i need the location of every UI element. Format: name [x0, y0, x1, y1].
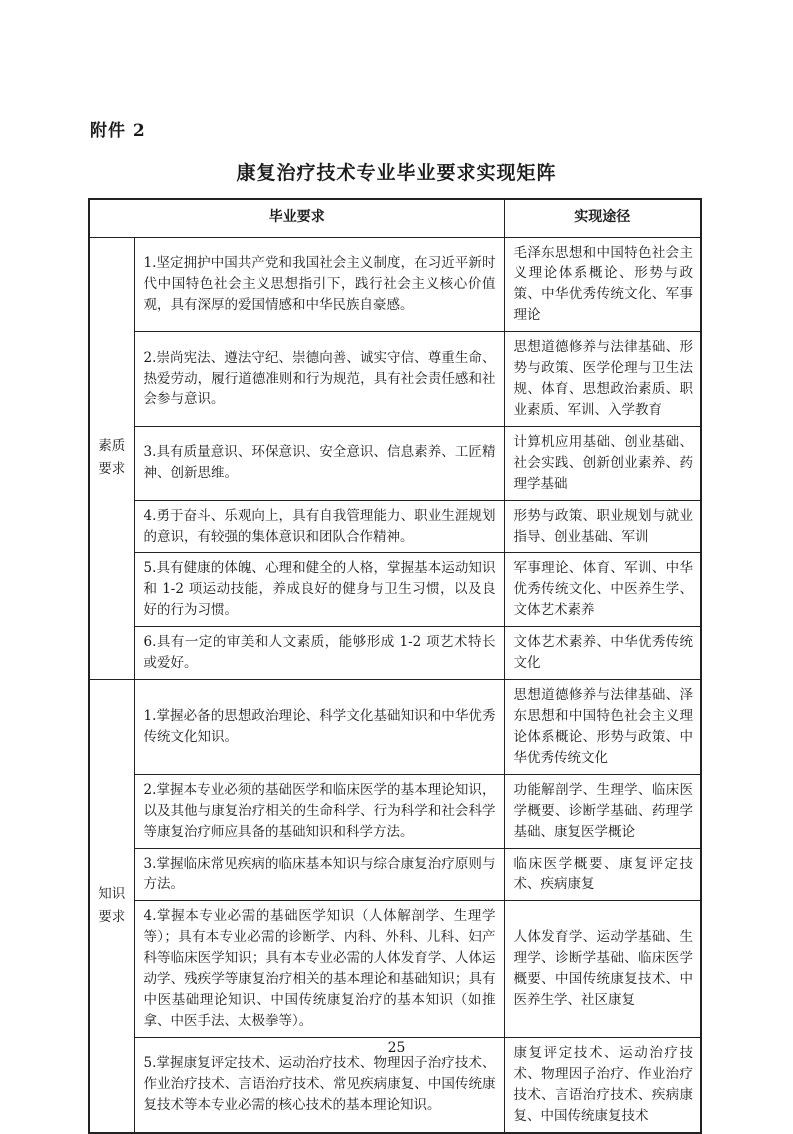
table-row	[89, 848, 701, 901]
table-row	[89, 774, 701, 848]
path-cell: 人体发育学、运动学基础、生理学、诊断学基础、临床医学概要、中国传统康复技术、中医养生学、社区康复	[504, 901, 701, 1038]
requirement-cell: 5.具有健康的体魄、心理和健全的人格，掌握基本运动知识和 1-2 项运动技能，养成良好的健身与卫生习惯，以及良好的行为习惯。	[134, 553, 504, 627]
path-cell: 康复评定技术、运动治疗技术、物理因子治疗、作业治疗技术、言语治疗技术、疾病康复、中国传统康复技术	[504, 1037, 701, 1132]
table-row	[89, 332, 701, 427]
requirement-cell: 1.掌握必备的思想政治理论、科学文化基础知识和中华优秀传统文化知识。	[134, 680, 504, 775]
table-row	[89, 901, 701, 1038]
table-row	[89, 500, 701, 553]
table-row	[89, 627, 701, 680]
header-path: 实现途径	[504, 199, 701, 237]
requirement-cell: 4.掌握本专业必需的基础医学知识（人体解剖学、生理学等）；具有本专业必需的诊断学、内科、外科、儿科、妇产科等临床医学知识；具有本专业必需的人体发育学、人体运动学、残疾学等康复治疗相关的基本理论和基础知识；具有中医基础理论知识、中国传统康复治疗的基本知识（如推拿、中医手法、太极拳等）。	[134, 901, 504, 1038]
table-row	[89, 426, 701, 500]
requirement-cell: 1.坚定拥护中国共产党和我国社会主义制度，在习近平新时代中国特色社会主义思想指引下，践行社会主义核心价值观，具有深厚的爱国情感和中华民族自豪感。	[134, 237, 504, 332]
requirement-cell: 4.勇于奋斗、乐观向上，具有自我管理能力、职业生涯规划的意识，有较强的集体意识和团队合作精神。	[134, 500, 504, 553]
path-cell: 军事理论、体育、军训、中华优秀传统文化、中医养生学、文体艺术素养	[504, 553, 701, 627]
path-cell: 形势与政策、职业规划与就业指导、创业基础、军训	[504, 500, 701, 553]
group-cell-quality: 素质要求	[89, 237, 134, 680]
path-cell: 临床医学概要、康复评定技术、疾病康复	[504, 848, 701, 901]
path-cell: 思想道德修养与法律基础、形势与政策、医学伦理与卫生法规、体育、思想政治素质、职业素质、军训、入学教育	[504, 332, 701, 427]
path-cell: 功能解剖学、生理学、临床医学概要、诊断学基础、药理学基础、康复医学概论	[504, 774, 701, 848]
requirement-cell: 3.掌握临床常见疾病的临床基本知识与综合康复治疗原则与方法。	[134, 848, 504, 901]
path-cell: 计算机应用基础、创业基础、社会实践、创新创业素养、药理学基础	[504, 426, 701, 500]
page-number: 25	[387, 1040, 406, 1056]
path-cell: 文体艺术素养、中华优秀传统文化	[504, 627, 701, 680]
path-cell: 思想道德修养与法律基础、泽东思想和中国特色社会主义理论体系概论、形势与政策、中华优秀传统文化	[504, 680, 701, 775]
requirements-matrix-table	[88, 198, 702, 1134]
path-cell: 毛泽东思想和中国特色社会主义理论体系概论、形势与政策、中华优秀传统文化、军事理论	[504, 237, 701, 332]
table-row	[89, 237, 701, 332]
attachment-label: 附件 2	[90, 121, 146, 141]
requirement-cell: 2.崇尚宪法、遵法守纪、崇德向善、诚实守信、尊重生命、热爱劳动，履行道德准则和行为规范，具有社会责任感和社会参与意识。	[134, 332, 504, 427]
requirement-cell: 3.具有质量意识、环保意识、安全意识、信息素养、工匠精神、创新思维。	[134, 426, 504, 500]
group-cell-knowledge: 知识要求	[89, 680, 134, 1133]
table-row	[89, 680, 701, 775]
requirement-cell: 2.掌握本专业必须的基础医学和临床医学的基本理论知识，以及其他与康复治疗相关的生命科学、行为科学和社会科学等康复治疗师应具备的基础知识和科学方法。	[134, 774, 504, 848]
page-title: 康复治疗技术专业毕业要求实现矩阵	[236, 162, 557, 184]
requirement-cell: 6.具有一定的审美和人文素质，能够形成 1-2 项艺术特长或爱好。	[134, 627, 504, 680]
header-requirement: 毕业要求	[89, 199, 504, 237]
table-header-row	[89, 199, 701, 237]
requirement-cell: 5.掌握康复评定技术、运动治疗技术、物理因子治疗技术、作业治疗技术、言语治疗技术、常见疾病康复、中国传统康复技术等本专业必需的核心技术的基本理论知识。	[134, 1037, 504, 1132]
table-row	[89, 553, 701, 627]
